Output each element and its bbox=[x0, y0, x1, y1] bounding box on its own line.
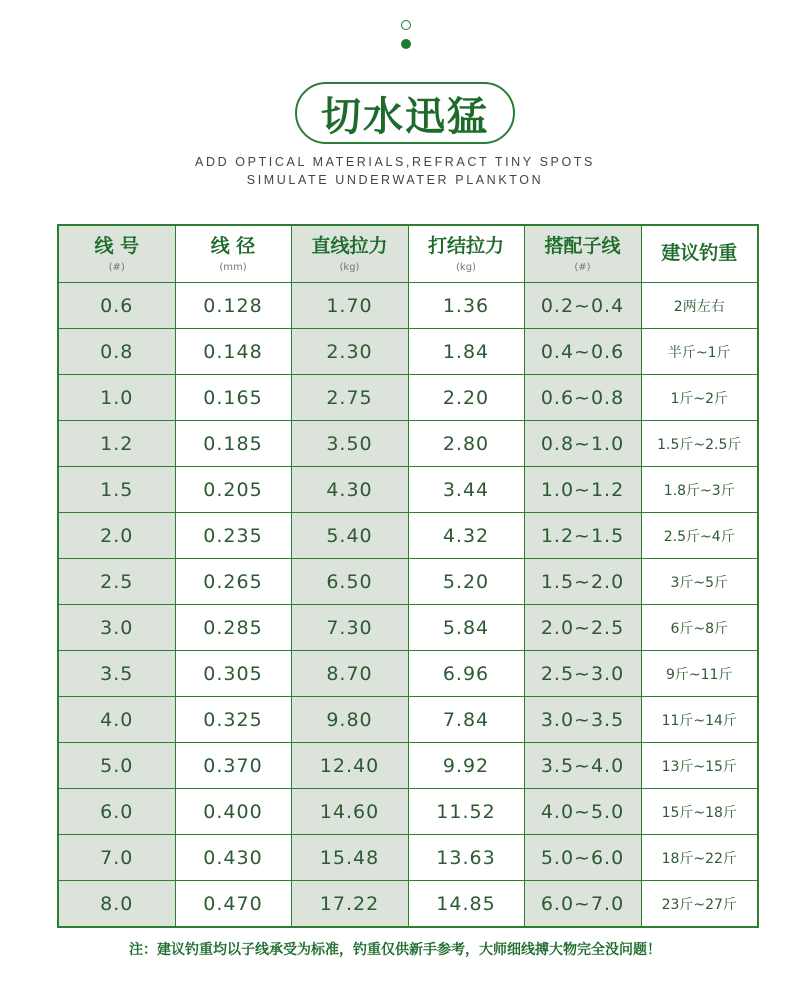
fish-weight-cell: 1斤~2斤 bbox=[641, 375, 758, 421]
fish-weight-cell: 15斤~18斤 bbox=[641, 789, 758, 835]
header-label: 建议钓重 bbox=[661, 242, 738, 264]
fish-weight-cell: 13斤~15斤 bbox=[641, 743, 758, 789]
fish-weight-cell: 2.5斤~4斤 bbox=[641, 513, 758, 559]
diameter-cell: 0.325 bbox=[175, 697, 291, 743]
line-number-cell: 1.2 bbox=[58, 421, 175, 467]
header-unit: (#) bbox=[108, 262, 125, 273]
straight-strength-cell: 14.60 bbox=[291, 789, 408, 835]
knot-strength-cell: 5.84 bbox=[408, 605, 524, 651]
header-label: 线 号 bbox=[94, 235, 140, 257]
leader-line-cell: 3.0~3.5 bbox=[524, 697, 641, 743]
diameter-cell: 0.205 bbox=[175, 467, 291, 513]
straight-strength-cell: 15.48 bbox=[291, 835, 408, 881]
straight-strength-cell: 3.50 bbox=[291, 421, 408, 467]
table-row bbox=[58, 835, 758, 881]
knot-strength-cell: 6.96 bbox=[408, 651, 524, 697]
fish-weight-cell: 11斤~14斤 bbox=[641, 697, 758, 743]
leader-line-cell: 1.5~2.0 bbox=[524, 559, 641, 605]
header-straight-strength bbox=[291, 225, 408, 283]
header-unit: (#) bbox=[574, 262, 591, 273]
diameter-cell: 0.430 bbox=[175, 835, 291, 881]
subtitle-line-1: ADD OPTICAL MATERIALS,REFRACT TINY SPOTS bbox=[195, 155, 595, 169]
table-row bbox=[58, 651, 758, 697]
header-unit: (mm) bbox=[219, 262, 247, 273]
straight-strength-cell: 9.80 bbox=[291, 697, 408, 743]
knot-strength-cell: 5.20 bbox=[408, 559, 524, 605]
fish-weight-cell: 2两左右 bbox=[641, 283, 758, 329]
header-knot-strength bbox=[408, 225, 524, 283]
table-row bbox=[58, 329, 758, 375]
table-row bbox=[58, 559, 758, 605]
line-number-cell: 4.0 bbox=[58, 697, 175, 743]
header-unit: (kg) bbox=[456, 262, 476, 273]
knot-strength-cell: 14.85 bbox=[408, 881, 524, 928]
leader-line-cell: 2.5~3.0 bbox=[524, 651, 641, 697]
diameter-cell: 0.185 bbox=[175, 421, 291, 467]
table-row bbox=[58, 743, 758, 789]
header-label: 打结拉力 bbox=[427, 235, 504, 257]
straight-strength-cell: 1.70 bbox=[291, 283, 408, 329]
straight-strength-cell: 8.70 bbox=[291, 651, 408, 697]
straight-strength-cell: 7.30 bbox=[291, 605, 408, 651]
footer-note: 注：建议钓重均以子线承受为标准，钓重仅供新手参考，大师细线搏大物完全没问题！ bbox=[129, 942, 661, 958]
line-number-cell: 5.0 bbox=[58, 743, 175, 789]
diameter-cell: 0.285 bbox=[175, 605, 291, 651]
diameter-cell: 0.235 bbox=[175, 513, 291, 559]
line-number-cell: 8.0 bbox=[58, 881, 175, 928]
diameter-cell: 0.400 bbox=[175, 789, 291, 835]
straight-strength-cell: 12.40 bbox=[291, 743, 408, 789]
leader-line-cell: 1.2~1.5 bbox=[524, 513, 641, 559]
line-number-cell: 1.0 bbox=[58, 375, 175, 421]
header-line-number bbox=[58, 225, 175, 283]
table-row bbox=[58, 697, 758, 743]
leader-line-cell: 6.0~7.0 bbox=[524, 881, 641, 928]
table-row bbox=[58, 283, 758, 329]
leader-line-cell: 3.5~4.0 bbox=[524, 743, 641, 789]
line-number-cell: 6.0 bbox=[58, 789, 175, 835]
straight-strength-cell: 4.30 bbox=[291, 467, 408, 513]
knot-strength-cell: 9.92 bbox=[408, 743, 524, 789]
table-row bbox=[58, 881, 758, 928]
knot-strength-cell: 2.80 bbox=[408, 421, 524, 467]
fish-weight-cell: 23斤~27斤 bbox=[641, 881, 758, 928]
leader-line-cell: 0.2~0.4 bbox=[524, 283, 641, 329]
diameter-cell: 0.165 bbox=[175, 375, 291, 421]
knot-strength-cell: 1.84 bbox=[408, 329, 524, 375]
diameter-cell: 0.470 bbox=[175, 881, 291, 928]
leader-line-cell: 0.4~0.6 bbox=[524, 329, 641, 375]
header-suggested-fish-weight bbox=[641, 225, 758, 283]
line-number-cell: 7.0 bbox=[58, 835, 175, 881]
diameter-cell: 0.148 bbox=[175, 329, 291, 375]
diameter-cell: 0.128 bbox=[175, 283, 291, 329]
leader-line-cell: 5.0~6.0 bbox=[524, 835, 641, 881]
line-number-cell: 3.5 bbox=[58, 651, 175, 697]
header-leader-line bbox=[524, 225, 641, 283]
page-title: 切水迅猛 bbox=[321, 93, 489, 140]
line-number-cell: 0.8 bbox=[58, 329, 175, 375]
header-unit: (kg) bbox=[339, 262, 360, 273]
line-number-cell: 3.0 bbox=[58, 605, 175, 651]
leader-line-cell: 1.0~1.2 bbox=[524, 467, 641, 513]
fish-weight-cell: 6斤~8斤 bbox=[641, 605, 758, 651]
line-number-cell: 0.6 bbox=[58, 283, 175, 329]
title-pill bbox=[295, 82, 515, 144]
spec-table bbox=[57, 224, 759, 928]
knot-strength-cell: 11.52 bbox=[408, 789, 524, 835]
leader-line-cell: 0.8~1.0 bbox=[524, 421, 641, 467]
header-label: 搭配子线 bbox=[544, 235, 621, 257]
table-body bbox=[58, 283, 758, 928]
table-row bbox=[58, 421, 758, 467]
table-header-row bbox=[58, 225, 758, 283]
straight-strength-cell: 2.75 bbox=[291, 375, 408, 421]
leader-line-cell: 0.6~0.8 bbox=[524, 375, 641, 421]
diameter-cell: 0.265 bbox=[175, 559, 291, 605]
line-number-cell: 2.0 bbox=[58, 513, 175, 559]
fish-weight-cell: 9斤~11斤 bbox=[641, 651, 758, 697]
diameter-cell: 0.370 bbox=[175, 743, 291, 789]
diameter-cell: 0.305 bbox=[175, 651, 291, 697]
fish-weight-cell: 1.8斤~3斤 bbox=[641, 467, 758, 513]
straight-strength-cell: 17.22 bbox=[291, 881, 408, 928]
straight-strength-cell: 6.50 bbox=[291, 559, 408, 605]
header-diameter bbox=[175, 225, 291, 283]
fish-weight-cell: 1.5斤~2.5斤 bbox=[641, 421, 758, 467]
fish-weight-cell: 18斤~22斤 bbox=[641, 835, 758, 881]
fish-weight-cell: 3斤~5斤 bbox=[641, 559, 758, 605]
knot-strength-cell: 4.32 bbox=[408, 513, 524, 559]
header-label: 线 径 bbox=[210, 235, 256, 257]
fish-weight-cell: 半斤~1斤 bbox=[641, 329, 758, 375]
table-row bbox=[58, 605, 758, 651]
straight-strength-cell: 2.30 bbox=[291, 329, 408, 375]
table-row bbox=[58, 789, 758, 835]
table-row bbox=[58, 375, 758, 421]
straight-strength-cell: 5.40 bbox=[291, 513, 408, 559]
leader-line-cell: 2.0~2.5 bbox=[524, 605, 641, 651]
knot-strength-cell: 7.84 bbox=[408, 697, 524, 743]
header-label: 直线拉力 bbox=[311, 235, 388, 257]
knot-strength-cell: 13.63 bbox=[408, 835, 524, 881]
subtitle-line-2: SIMULATE UNDERWATER PLANKTON bbox=[246, 173, 544, 187]
knot-strength-cell: 1.36 bbox=[408, 283, 524, 329]
table-row bbox=[58, 467, 758, 513]
table-row bbox=[58, 513, 758, 559]
line-number-cell: 2.5 bbox=[58, 559, 175, 605]
line-number-cell: 1.5 bbox=[58, 467, 175, 513]
leader-line-cell: 4.0~5.0 bbox=[524, 789, 641, 835]
knot-strength-cell: 3.44 bbox=[408, 467, 524, 513]
decor-solid-dot bbox=[401, 39, 411, 49]
decor-hollow-dot bbox=[401, 20, 411, 30]
knot-strength-cell: 2.20 bbox=[408, 375, 524, 421]
